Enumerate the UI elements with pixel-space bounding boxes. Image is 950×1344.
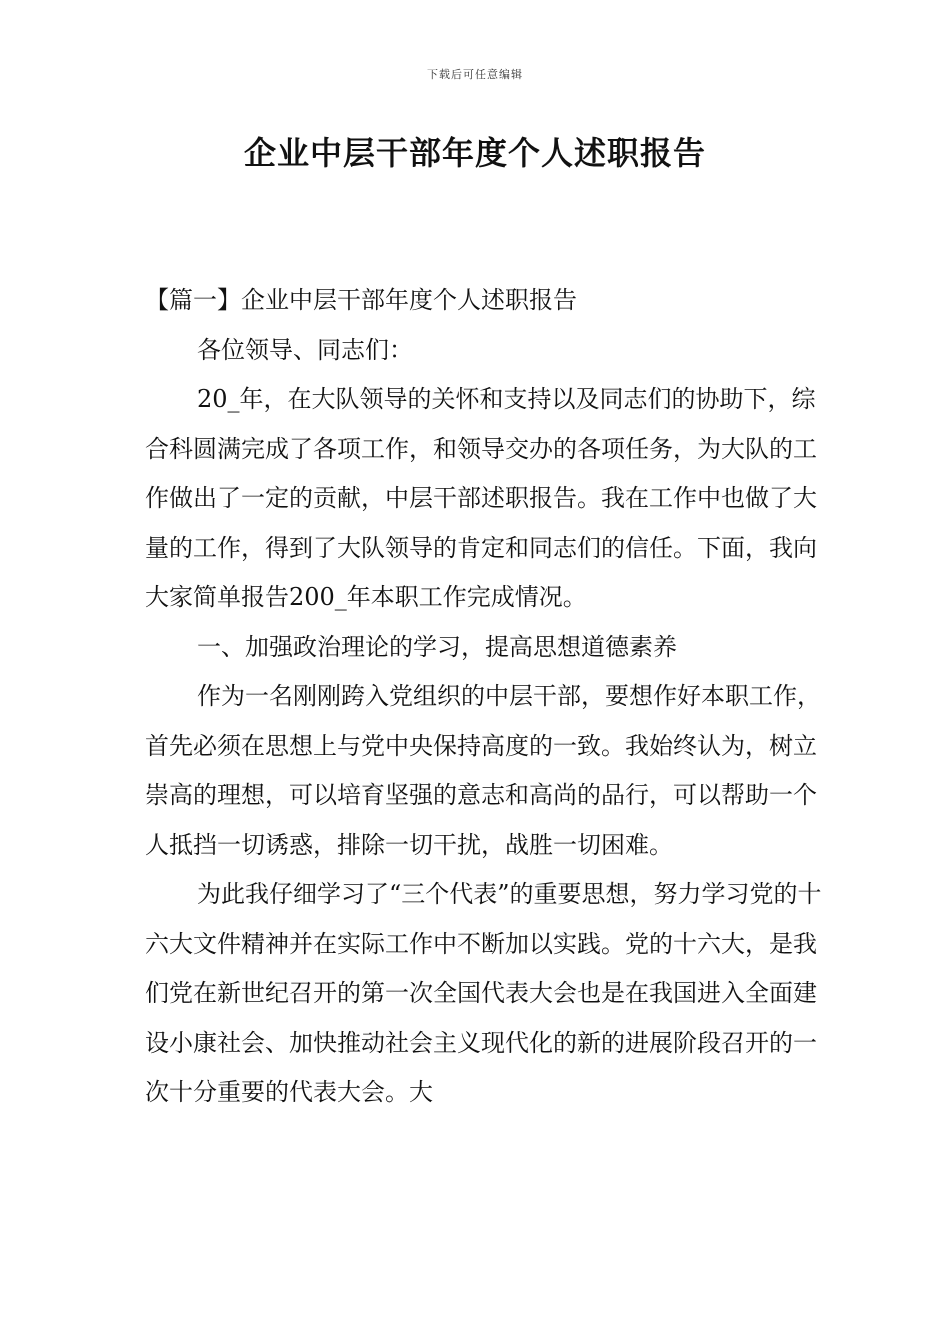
document-title: 企业中层干部年度个人述职报告 bbox=[243, 134, 706, 172]
paragraph-2: 作为一名刚刚跨入党组织的中层干部，要想作好本职工作，首先必须在思想上与党中央保持高度的一致。我始终认为，树立崇高的理想，可以培育坚强的意志和高尚的品行，可以帮助一个人抵挡一切诱惑，排除一切干扰，战胜一切困难。 bbox=[145, 682, 821, 859]
paragraph-3: 为此我仔细学习了“三个代表”的重要思想，努力学习党的十六大文件精神并在实际工作中不断加以实践。党的十六大，是我们党在新世纪召开的第一次全国代表大会也是在我国进入全面建设小康社会、加快推动社会主义现代化的新的进展阶段召开的一次十分重要的代表大会。大 bbox=[145, 880, 822, 1106]
salutation: 各位领导、同志们： bbox=[197, 335, 413, 364]
header-note: 下载后可任意编辑 bbox=[427, 68, 523, 81]
subheading-1: 一、加强政治理论的学习，提高思想道德素养 bbox=[197, 632, 677, 661]
document-body bbox=[145, 276, 825, 1118]
paragraph-1: 20_年，在大队领导的关怀和支持以及同志们的协助下，综合科圆满完成了各项工作，和领导交办的各项任务，为大队的工作做出了一定的贡献，中层干部述职报告。我在工作中也做了大量的工作，得到了大队领导的肯定和同志们的信任。下面，我向大家简单报告200_年本职工作完成情况。 bbox=[145, 385, 817, 611]
section-heading: 【篇一】企业中层干部年度个人述职报告 bbox=[145, 286, 577, 314]
